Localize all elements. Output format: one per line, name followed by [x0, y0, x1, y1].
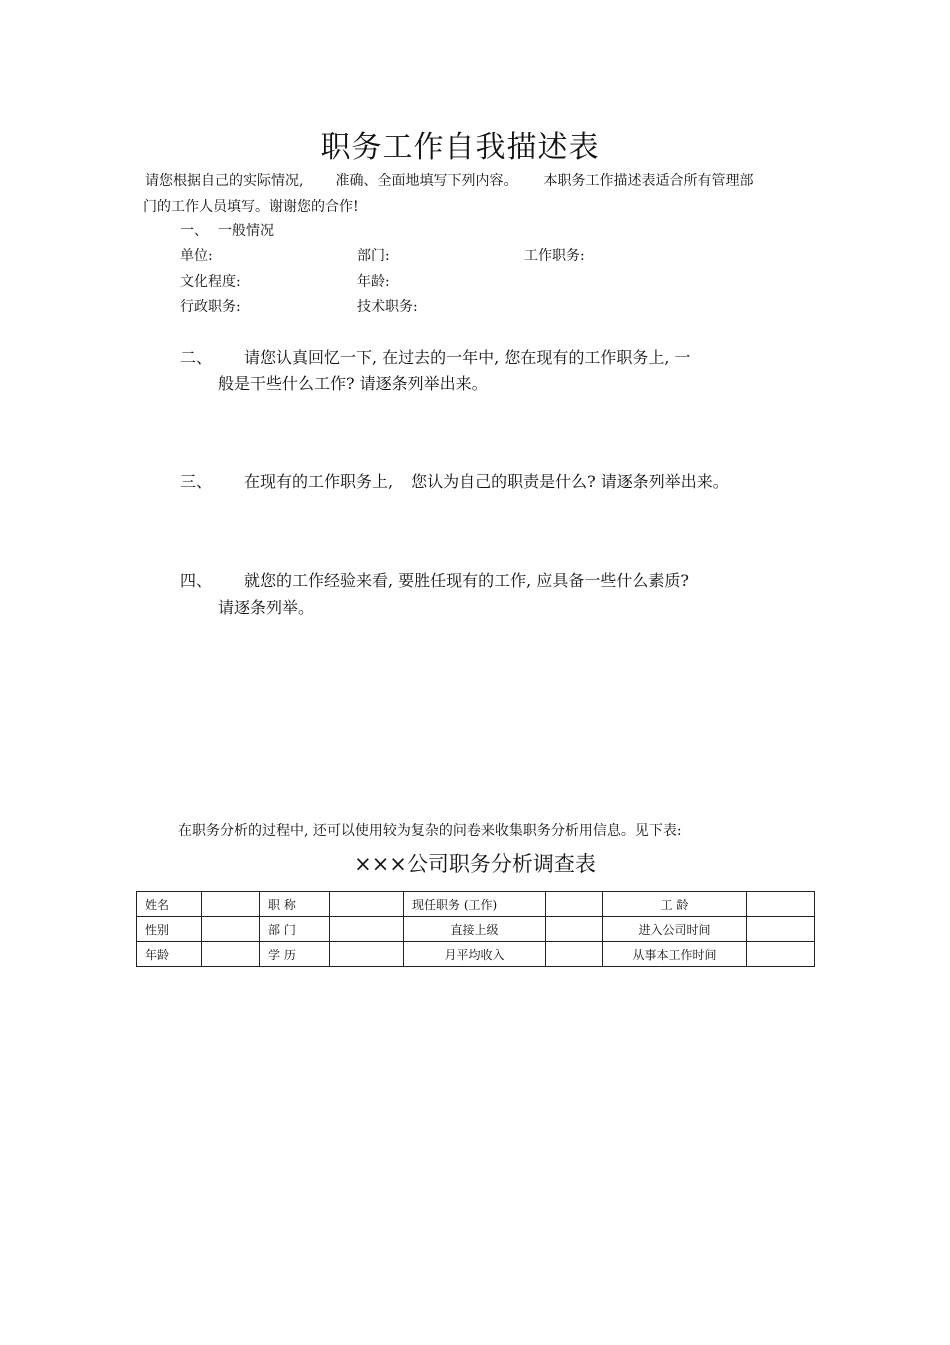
- value-cell: [546, 942, 603, 967]
- table-row: [137, 892, 815, 917]
- section4-line-2: 请逐条列举。: [218, 598, 315, 617]
- label-age: 年龄: [137, 942, 202, 967]
- label-education: 学 历: [260, 942, 330, 967]
- field-unit: 单位:: [180, 248, 213, 264]
- section1-number: 一、: [180, 223, 208, 239]
- table-row: [137, 942, 815, 967]
- label-current-position: 现任职务 (工作): [404, 892, 546, 917]
- survey-table: [136, 891, 815, 967]
- table-row: [137, 917, 815, 942]
- label-title: 职 称: [260, 892, 330, 917]
- section2-line-2: 般是干些什么工作? 请逐条列举出来。: [218, 374, 488, 393]
- note-text: 在职务分析的过程中, 还可以使用较为复杂的问卷来收集职务分析用信息。见下表:: [178, 823, 682, 839]
- value-cell: [747, 917, 815, 942]
- section3-part-2: 您认为自己的职责是什么? 请逐条列举出来。: [411, 472, 729, 491]
- intro-part-3: 本职务工作描述表适合所有管理部: [543, 173, 754, 189]
- value-cell: [747, 892, 815, 917]
- field-admin-position: 行政职务:: [180, 299, 241, 315]
- intro-part-2: 准确、全面地填写下列内容。: [335, 173, 518, 189]
- label-join-date: 进入公司时间: [603, 917, 747, 942]
- field-department: 部门:: [357, 248, 390, 264]
- label-seniority: 工 龄: [603, 892, 747, 917]
- intro-line-2: 门的工作人员填写。谢谢您的合作!: [143, 199, 359, 215]
- intro-part-1: 请您根据自己的实际情况,: [145, 173, 304, 189]
- section1-heading: 一般情况: [218, 223, 274, 239]
- section2-number: 二、: [180, 348, 213, 367]
- label-supervisor: 直接上级: [404, 917, 546, 942]
- section3-part-1: 在现有的工作职务上,: [244, 472, 394, 491]
- label-gender: 性别: [137, 917, 202, 942]
- field-education: 文化程度:: [180, 274, 241, 290]
- value-cell: [330, 942, 404, 967]
- page-title: 职务工作自我描述表: [320, 130, 600, 165]
- label-department: 部 门: [260, 917, 330, 942]
- value-cell: [202, 892, 260, 917]
- section4-line-1: 就您的工作经验来看, 要胜任现有的工作, 应具备一些什么素质?: [244, 571, 689, 590]
- label-job-duration: 从事本工作时间: [603, 942, 747, 967]
- section4-number: 四、: [180, 571, 213, 590]
- value-cell: [330, 917, 404, 942]
- survey-title: ×××公司职务分析调查表: [354, 852, 596, 876]
- value-cell: [747, 942, 815, 967]
- label-name: 姓名: [137, 892, 202, 917]
- value-cell: [546, 892, 603, 917]
- section3-line-1: [244, 469, 729, 492]
- section2-line-1: 请您认真回忆一下, 在过去的一年中, 您在现有的工作职务上, 一: [244, 348, 691, 367]
- label-monthly-income: 月平均收入: [404, 942, 546, 967]
- value-cell: [202, 917, 260, 942]
- value-cell: [546, 917, 603, 942]
- field-tech-position: 技术职务:: [357, 299, 418, 315]
- section3-number: 三、: [180, 472, 213, 491]
- value-cell: [330, 892, 404, 917]
- intro-line-1: [145, 170, 753, 190]
- value-cell: [202, 942, 260, 967]
- field-job-title: 工作职务:: [524, 248, 585, 264]
- field-age: 年龄:: [357, 274, 390, 290]
